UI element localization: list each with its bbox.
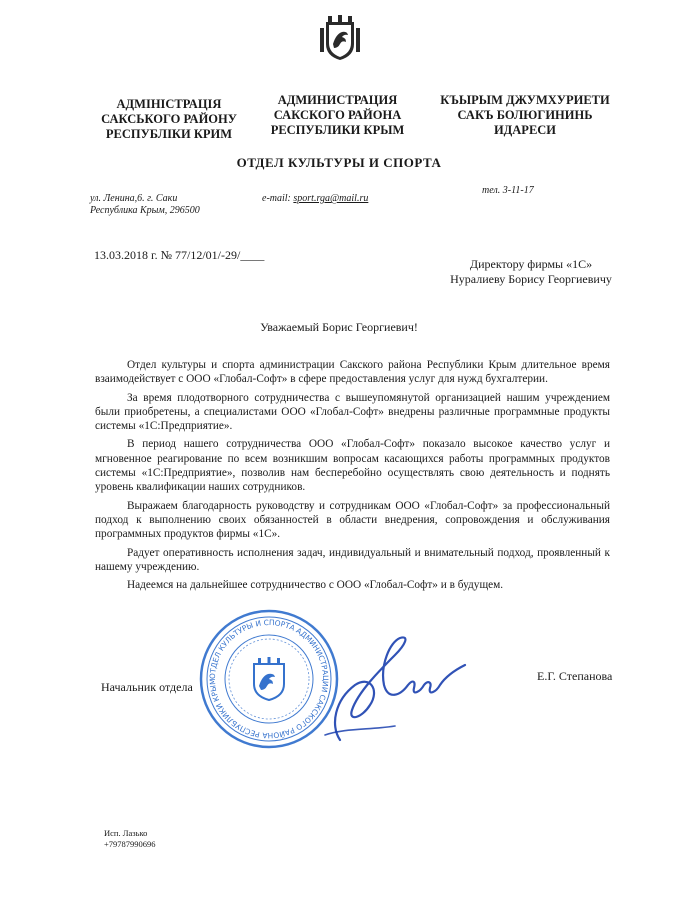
paragraph: Надеемся на дальнейшее сотрудничество с ООО «Глобал-Софт» и в будущем. (127, 579, 504, 592)
header-crimean-tatar (430, 93, 620, 138)
executor-phone: +79787990696 (104, 839, 156, 849)
greeting: Уважаемый Борис Георгиевич! (260, 320, 418, 334)
phone-number: тел. 3-11-17 (482, 185, 534, 196)
email-block (262, 193, 368, 205)
signatory-name: Е.Г. Степанова (537, 669, 613, 683)
header-ukrainian (84, 97, 254, 142)
paragraph: Радует оперативность исполнения задач, индивидуальный и внимательный подход, проявленный к нашему учреждению. (95, 546, 610, 573)
crimea-coat-of-arms-icon (316, 14, 364, 62)
header-crimean-line: КЪЫРЫМ ДЖУМХУРИЕТИ (440, 93, 610, 107)
letter-body (95, 358, 610, 596)
header-rus-line: САКСКОГО РАЙОНА (273, 108, 402, 122)
paragraph: За время плодотворного сотрудничества с вышеупомянутой организацией нашим учреждением были приобретены, а специалистами ООО «Глобал-Софт» внедрены различные программные продукты системы «1С:Предприятие». (95, 391, 610, 433)
department-title: ОТДЕЛ КУЛЬТУРЫ И СПОРТА (236, 155, 442, 170)
email-label: e-mail: (262, 193, 291, 204)
handwritten-signature-icon (300, 630, 470, 750)
header-rus-line: РЕСПУБЛИКИ КРЫМ (270, 123, 405, 137)
header-crimean-line: ИДАРЕСИ (493, 123, 557, 137)
header-crimean-line: САКЪ БОЛЮГИНИНЬ (457, 108, 593, 122)
header-ukr-line: САКСЬКОГО РАЙОНУ (101, 112, 237, 126)
executor-name: Исп. Лазько (104, 828, 148, 838)
executor-info (104, 828, 156, 850)
header-rus-line: АДМИНИСТРАЦИЯ (277, 93, 398, 107)
recipient-line: Нуралиеву Борису Георгиевичу (450, 272, 612, 286)
recipient (416, 257, 646, 287)
header-russian (250, 93, 425, 138)
header-ukr-line: РЕСПУБЛІКИ КРИМ (105, 127, 233, 141)
signatory-title: Начальник отдела (101, 680, 193, 694)
address-line: Республика Крым, 296500 (90, 205, 200, 216)
stamp-text: ОТДЕЛ КУЛЬТУРЫ И СПОРТА АДМИНИСТРАЦИИ САКСКОГО РАЙОНА РЕСПУБЛИКИ КРЫМ (207, 617, 331, 741)
paragraph: В период нашего сотрудничества ООО «Глобал-Софт» показало высокое качество услуг и мгновенное реагирование по всем возникшим вопросам касающихся работы программных продуктов системы «1С:Предприятие», позволив нам бесперебойно осуществлять свою деятельность и поднять уровень квалификации наших сотрудников. (95, 438, 610, 494)
recipient-line: Директору фирмы «1С» (469, 257, 593, 271)
address-line: ул. Ленина,6. г. Саки (90, 193, 178, 204)
paragraph: Выражаем благодарность руководству и сотрудникам ООО «Глобал-Софт» за профессиональный подход к выполнению своих обязанностей в области внедрения, сопровождения и обслуживания программных продуктов фирмы «1С». (95, 499, 610, 541)
email-link[interactable]: sport.rga@mail.ru (293, 193, 369, 204)
address (90, 193, 200, 217)
header-ukr-line: АДМІНІСТРАЦІЯ (116, 97, 222, 111)
document-reference: 13.03.2018 г. № 77/12/01/-29/____ (94, 248, 265, 262)
paragraph: Отдел культуры и спорта администрации Сакского района Республики Крым длительное время взаимодействует с ООО «Глобал-Софт» в сфере предоставления услуг для нужд бухгалтерии. (95, 359, 610, 386)
